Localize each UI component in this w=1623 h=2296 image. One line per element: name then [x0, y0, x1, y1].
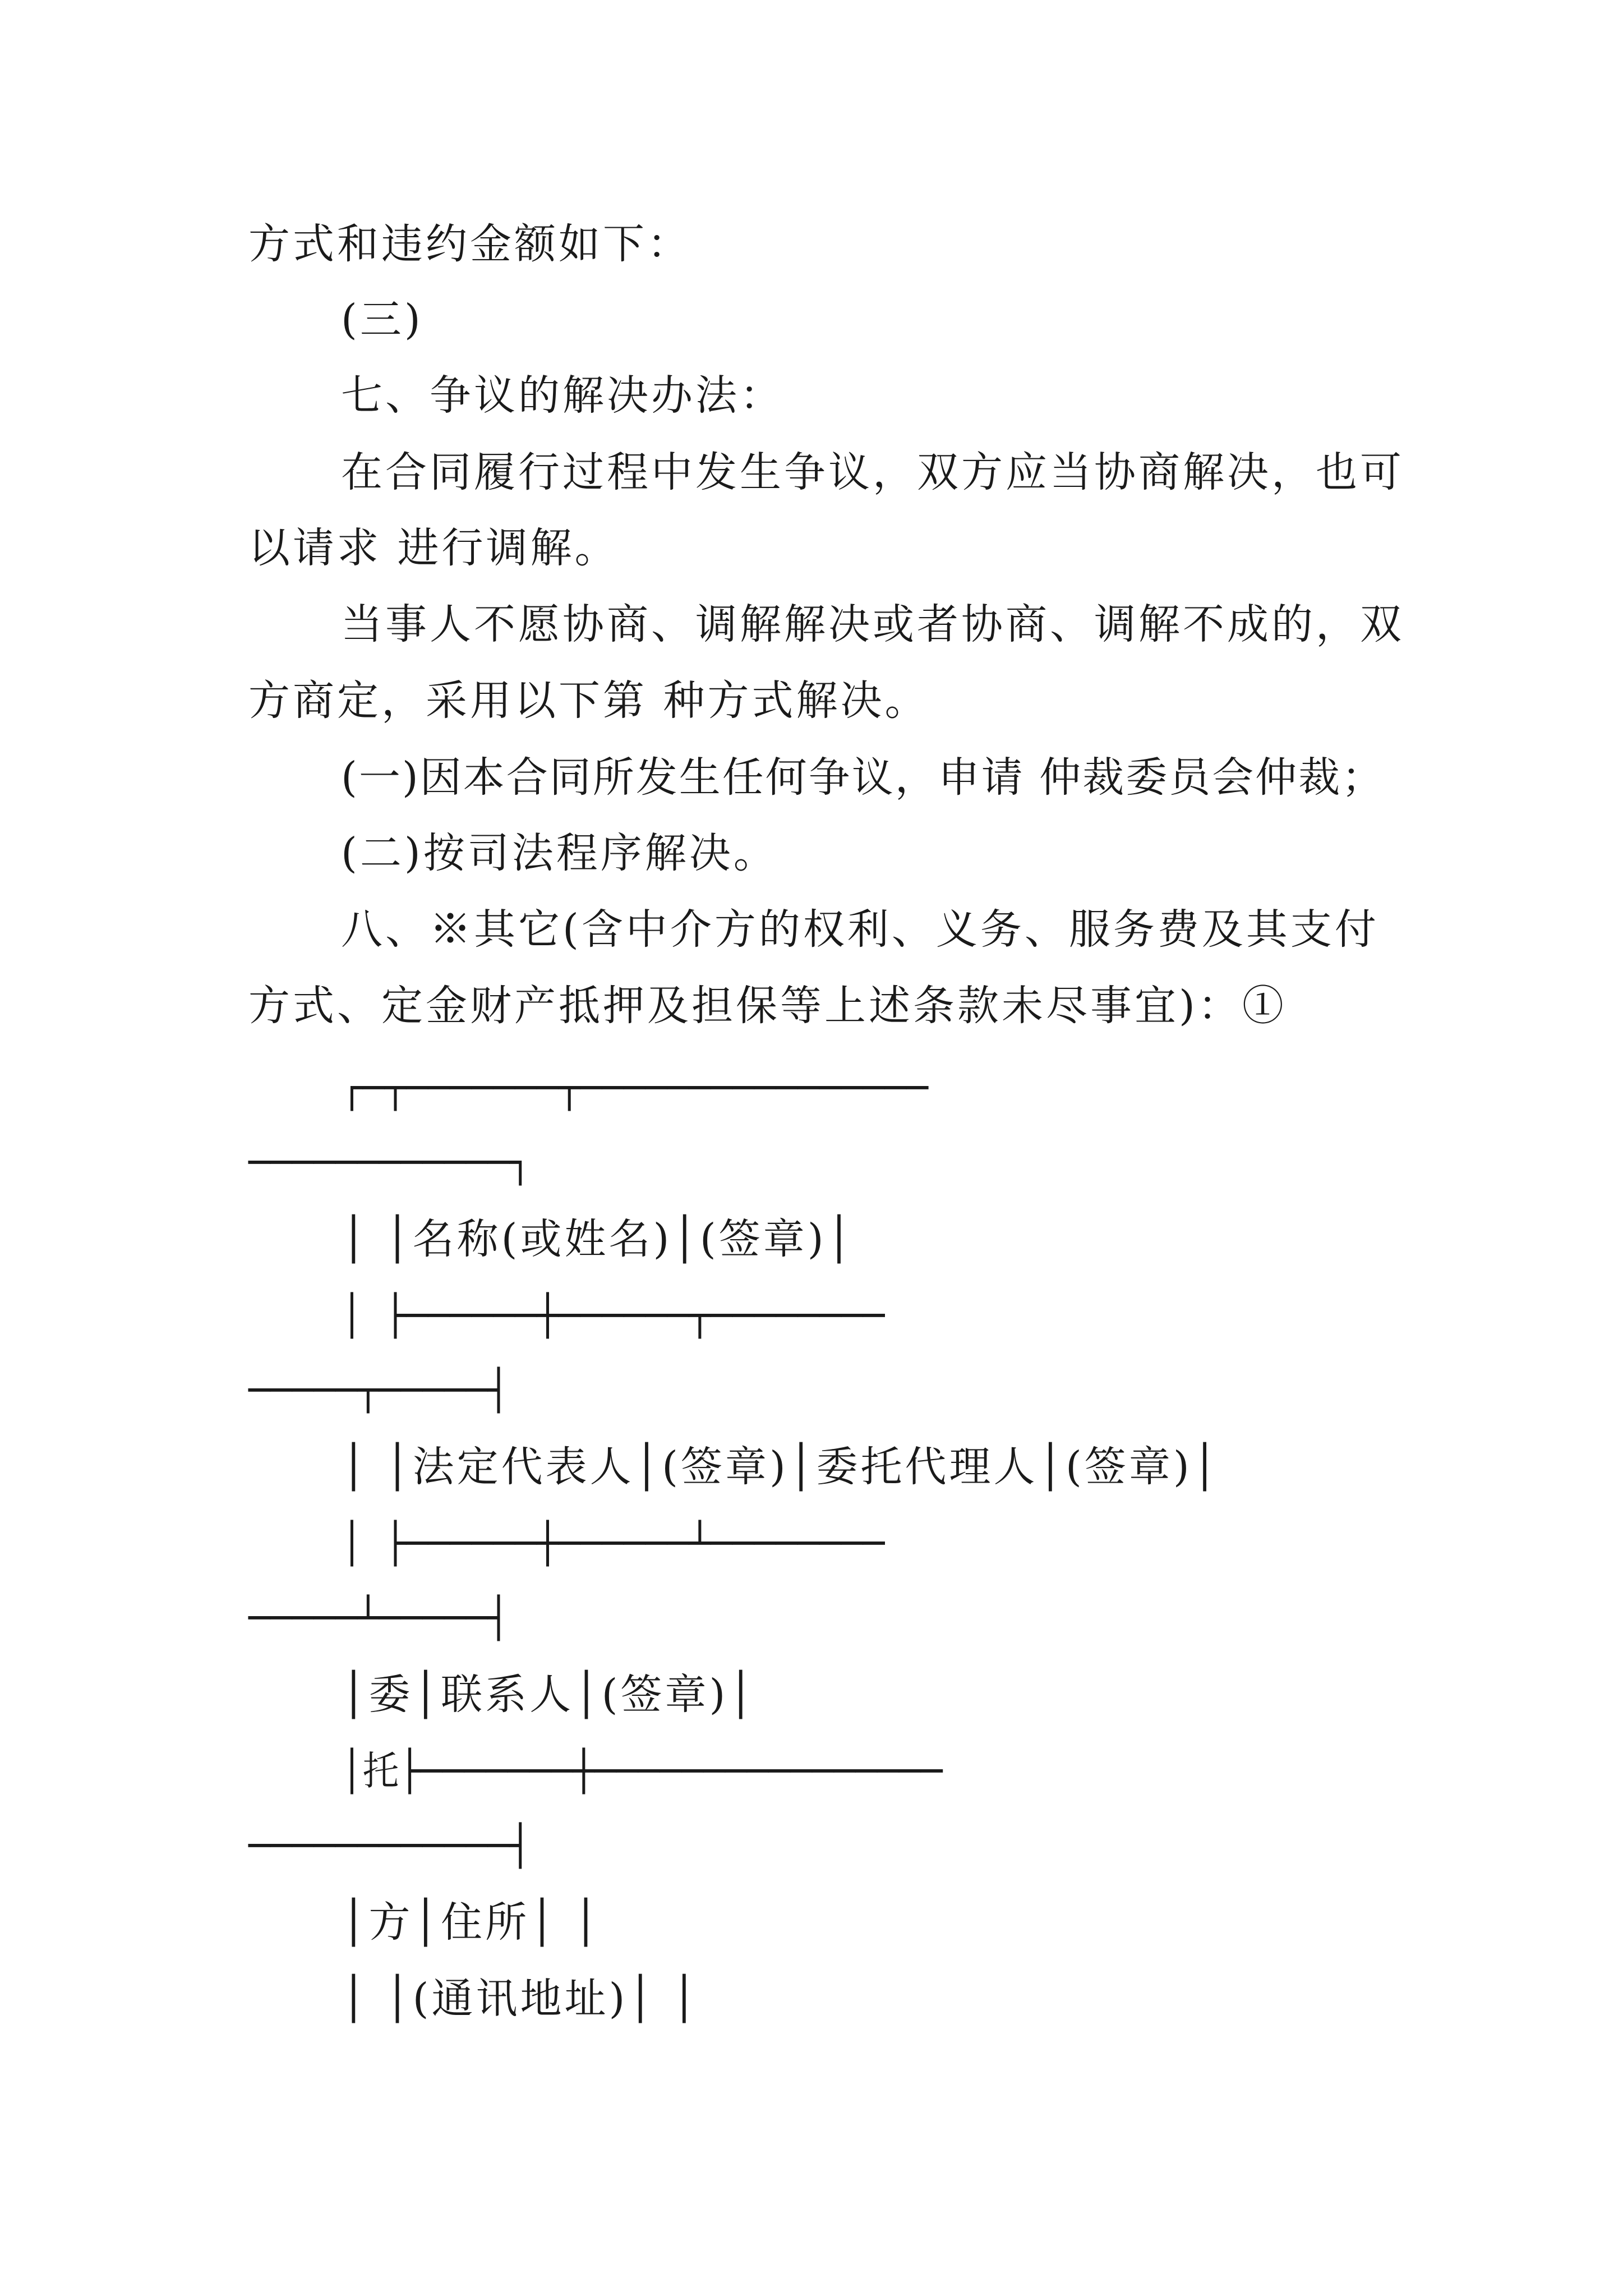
- table-border-top-2: ────────────┐: [248, 1139, 532, 1185]
- table-row-legal-rep: │ │法定代表人│(签章)│委托代理人│(签章)│: [341, 1443, 1220, 1491]
- table-divider-2b: ─────┴─────┤: [248, 1595, 510, 1641]
- table-row-address: │方│住所│ │: [341, 1898, 601, 1947]
- table-row-mailing-address: │ │(通讯地址)│ │: [341, 1975, 699, 2023]
- paragraph-penalty-method: 方式和违约金额如下：: [248, 220, 691, 268]
- section-heading-dispute: 七、争议的解决办法：: [341, 371, 784, 420]
- section-heading-other-line-2: 方式、定金财产抵押及担保等上述条款未尽事宜)：①: [248, 982, 1287, 1030]
- paragraph-arbitration-choice-line-2: 方商定，采用以下第 种方式解决。: [248, 677, 929, 725]
- paragraph-option-one: (一)因本合同所发生任何争议，申请 仲裁委员会仲裁；: [341, 753, 1385, 802]
- paragraph-arbitration-choice-line-1: 当事人不愿协商、调解解决或者协商、调解不成的，双: [341, 600, 1404, 648]
- table-border-top-1: ┌─┬───────┬────────────────: [341, 1065, 928, 1111]
- table-divider-3a: │托├───────┼────────────────: [341, 1748, 943, 1794]
- table-divider-3b: ────────────┤: [248, 1823, 532, 1869]
- section-heading-other-line-1: 八、※其它(含中介方的权利、义务、服务费及其支付: [341, 905, 1379, 954]
- table-divider-1a: │ ├──────┼──────┬────────: [341, 1292, 885, 1338]
- paragraph-option-two: (二)按司法程序解决。: [341, 829, 778, 877]
- table-row-name: │ │名称(或姓名)│(签章)│: [341, 1215, 855, 1263]
- paragraph-item-three: (三): [341, 296, 423, 344]
- table-divider-1b: ─────┬─────┤: [248, 1367, 510, 1413]
- paragraph-negotiation-line-1: 在合同履行过程中发生争议，双方应当协商解决，也可: [341, 448, 1404, 496]
- table-divider-2a: │ ├──────┼──────┴────────: [341, 1520, 885, 1566]
- paragraph-negotiation-line-2: 以请求 进行调解。: [248, 524, 619, 572]
- table-row-contact: │委│联系人│(签章)│: [341, 1671, 756, 1719]
